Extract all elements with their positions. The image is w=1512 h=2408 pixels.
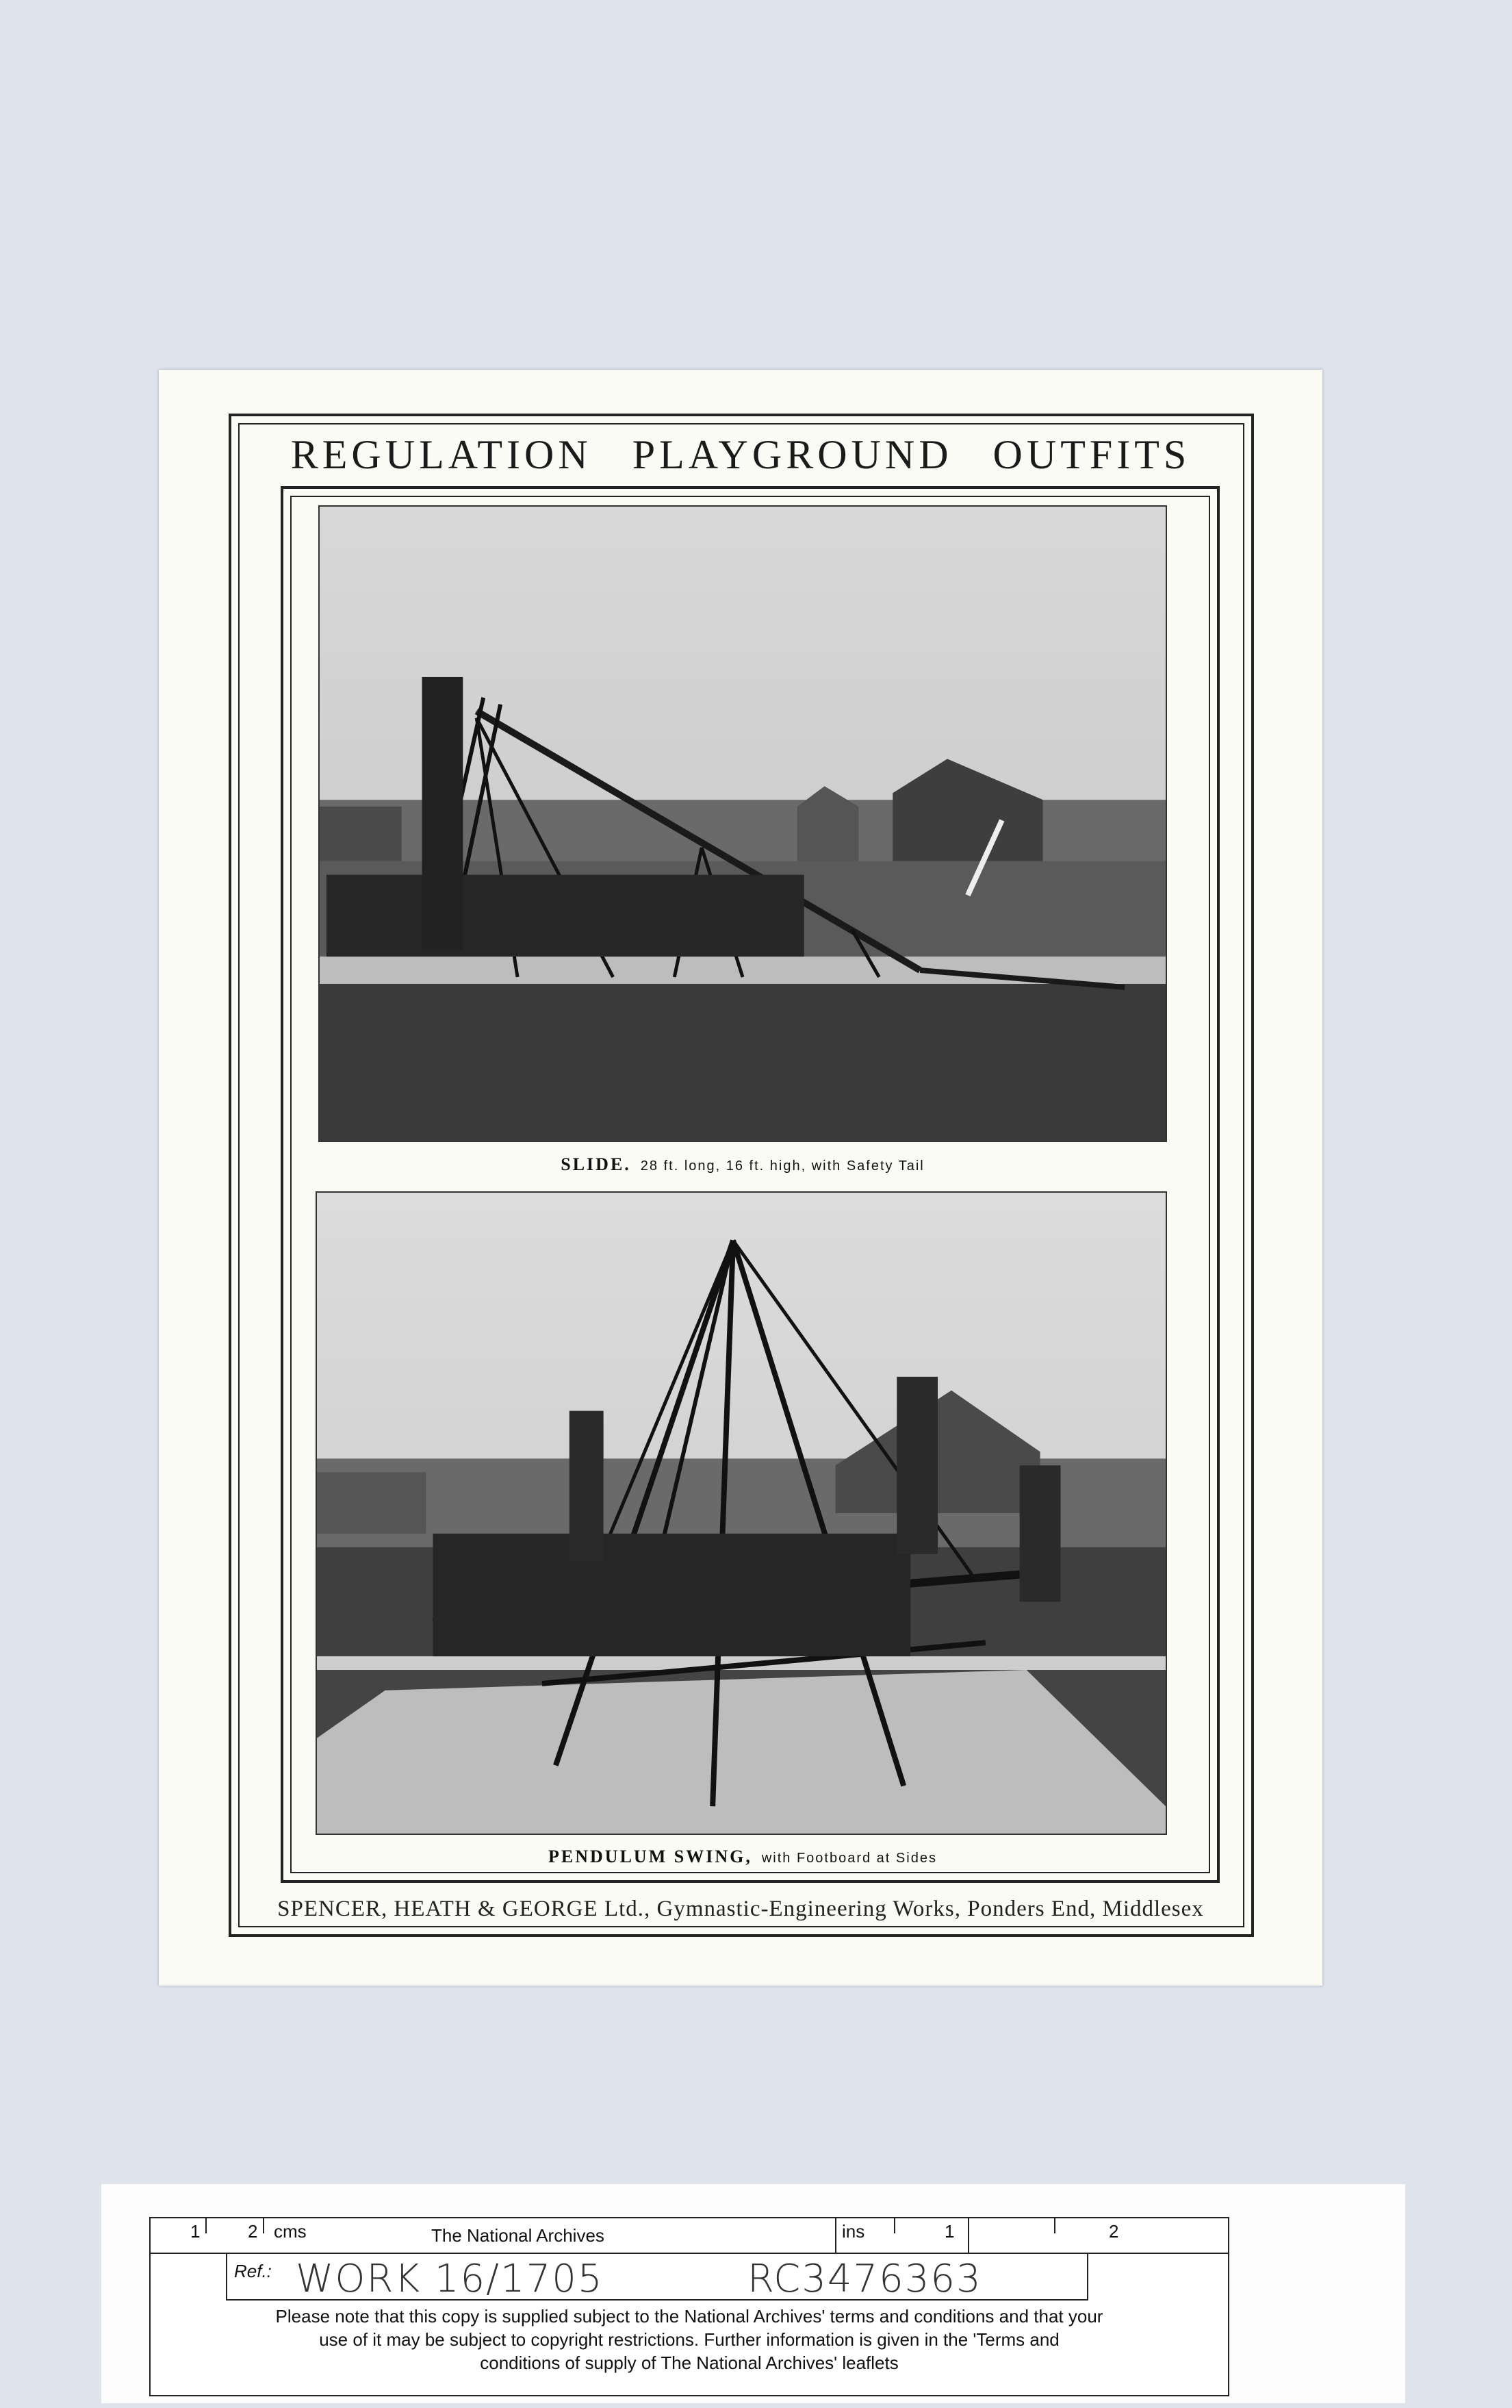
organisation-name: The National Archives (431, 2225, 604, 2246)
ruler-tick (263, 2218, 264, 2233)
copyright-notice (151, 2305, 1228, 2374)
ruler-divider (835, 2218, 836, 2253)
ruler-tick (894, 2218, 895, 2233)
ruler (151, 2218, 1228, 2254)
ruler-cm-1: 1 (190, 2221, 201, 2242)
ruler-cms-label: cms (274, 2221, 307, 2242)
reference-code: RC3476363 (747, 2257, 982, 2301)
notice-line: use of it may be subject to copyright restrictions. Further information is given in the 'Terms and (319, 2329, 1060, 2350)
ruler-tick (205, 2218, 207, 2233)
archive-reference-card (149, 2217, 1229, 2396)
ruler-in-2: 2 (1109, 2221, 1119, 2242)
slide-caption-title: SLIDE. (561, 1154, 631, 1174)
reference-field (226, 2253, 1088, 2301)
notice-line: Please note that this copy is supplied subject to the National Archives' terms and conditions and that your (275, 2306, 1103, 2327)
pendulum-swing-caption-title: PENDULUM SWING, (548, 1847, 752, 1866)
notice-line: conditions of supply of The National Archives' leaflets (480, 2353, 899, 2373)
pendulum-swing-caption (318, 1847, 1167, 1867)
ruler-ins-label: ins (842, 2221, 865, 2242)
ruler-tick (1054, 2218, 1055, 2233)
reference-label: Ref.: (234, 2261, 272, 2281)
pendulum-swing-photo (316, 1191, 1167, 1835)
ruler-tick (968, 2218, 969, 2253)
slide-caption (318, 1154, 1167, 1175)
page-title: REGULATION PLAYGROUND OUTFITS (290, 432, 1191, 477)
publisher-footer: SPENCER, HEATH & GEORGE Ltd., Gymnastic-Engineering Works, Ponders End, Middlesex (277, 1897, 1204, 1921)
ruler-in-1: 1 (945, 2221, 955, 2242)
ruler-cm-2: 2 (248, 2221, 258, 2242)
pendulum-swing-caption-details: with Footboard at Sides (761, 1851, 937, 1866)
slide-caption-details: 28 ft. long, 16 ft. high, with Safety Tail (640, 1158, 925, 1174)
reference-value: WORK 16/1705 (296, 2257, 604, 2301)
document-sheet (159, 370, 1322, 1986)
slide-photo (318, 505, 1167, 1142)
